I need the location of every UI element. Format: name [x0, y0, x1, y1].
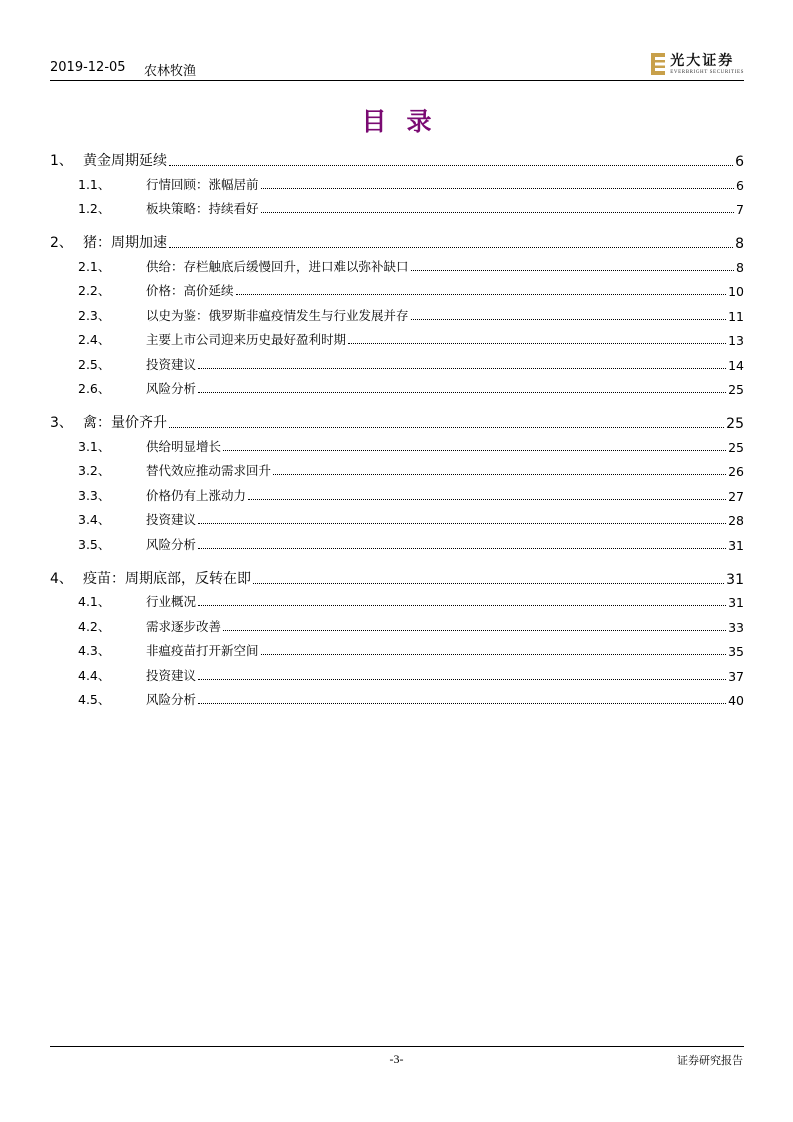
toc-entry-page: 31	[728, 537, 744, 553]
toc-dot-leader	[253, 583, 724, 584]
toc-entry-number: 2.5、	[78, 356, 111, 372]
toc-entry-label: 行业概况	[146, 594, 197, 609]
toc-entry-section[interactable]	[50, 690, 744, 708]
toc-entry-chapter[interactable]	[50, 150, 744, 170]
toc-entry-number: 1.2、	[78, 201, 111, 216]
toc-entry-label: 猪：周期加速	[83, 235, 167, 251]
toc-entry-label: 禽：量价齐升	[83, 415, 167, 431]
toc-entry-section[interactable]	[50, 199, 744, 217]
toc-dot-leader	[348, 343, 726, 344]
toc-entry-label: 非瘟疫苗打开新空间	[146, 643, 259, 658]
toc-entry-label: 以史为鉴：俄罗斯非瘟疫情发生与行业发展并存	[146, 307, 409, 323]
footer-divider	[50, 1046, 744, 1047]
toc-entry-section[interactable]	[50, 592, 744, 610]
toc-entry-number: 2、	[50, 235, 73, 251]
toc-entry-section[interactable]	[50, 486, 744, 504]
everbright-logo-icon	[651, 53, 665, 75]
toc-entry-section[interactable]	[50, 379, 744, 397]
toc-entry-section[interactable]	[50, 641, 744, 659]
report-sector: 农林牧渔	[144, 64, 197, 79]
toc-entry-number: 3.5、	[78, 536, 111, 552]
toc-dot-leader	[273, 474, 726, 475]
toc-entry-section[interactable]	[50, 437, 744, 455]
toc-entry-number: 2.2、	[78, 283, 111, 298]
toc-entry-label: 疫苗：周期底部，反转在即	[83, 570, 251, 587]
toc-entry-label: 投资建议	[146, 512, 197, 527]
toc-entry-label: 价格：高价延续	[146, 283, 234, 298]
toc-entry-label: 需求逐步改善	[146, 618, 222, 634]
toc-entry-page: 11	[728, 308, 744, 324]
toc-entry-section[interactable]	[50, 666, 744, 684]
toc-entry-number: 4.2、	[78, 618, 111, 634]
toc-entry-page: 25	[728, 439, 744, 455]
toc-entry-page: 26	[728, 464, 744, 479]
toc-dot-leader	[261, 212, 735, 213]
document-type: 证券研究报告	[677, 1054, 743, 1067]
toc-entry-label: 风险分析	[146, 381, 197, 396]
toc-dot-leader	[169, 247, 733, 248]
toc-entry-chapter[interactable]	[50, 412, 744, 432]
company-logo	[651, 52, 744, 76]
logo-text-en: EVERBRIGHT SECURITIES	[670, 69, 744, 75]
toc-entry-number: 4.1、	[78, 594, 111, 609]
toc-dot-leader	[261, 654, 727, 655]
toc-entry-number: 3.4、	[78, 512, 111, 527]
toc-entry-page: 13	[728, 333, 744, 348]
toc-entry-page: 40	[728, 693, 744, 708]
page-title: 目录	[361, 107, 452, 136]
toc-entry-number: 2.6、	[78, 381, 111, 396]
toc-entry-label: 价格仍有上涨动力	[146, 487, 247, 503]
toc-entry-page: 25	[726, 416, 744, 432]
report-date: 2019-12-05	[50, 60, 126, 75]
toc-entry-page: 6	[735, 154, 744, 170]
toc-entry-page: 27	[728, 488, 744, 504]
toc-entry-label: 黄金周期延续	[83, 153, 167, 169]
toc-entry-section[interactable]	[50, 355, 744, 373]
toc-entry-label: 行情回顾：涨幅居前	[146, 176, 259, 192]
toc-entry-number: 3.2、	[78, 463, 111, 478]
toc-entry-number: 1.1、	[78, 176, 111, 192]
toc-entry-label: 风险分析	[146, 536, 197, 552]
toc-entry-label: 替代效应推动需求回升	[146, 463, 272, 478]
toc-entry-number: 3.1、	[78, 438, 111, 454]
toc-entry-section[interactable]	[50, 510, 744, 528]
toc-dot-leader	[248, 499, 726, 500]
toc-dot-leader	[169, 165, 733, 166]
toc-entry-page: 7	[736, 202, 744, 217]
toc-entry-page: 8	[735, 236, 744, 252]
toc-entry-section[interactable]	[50, 257, 744, 275]
toc-dot-leader	[198, 703, 726, 704]
logo-text-cn: 光大证券	[670, 52, 735, 69]
toc-entry-number: 4、	[50, 570, 73, 587]
toc-entry-number: 3、	[50, 415, 73, 431]
toc-entry-label: 主要上市公司迎来历史最好盈利时期	[146, 332, 347, 347]
toc-dot-leader	[198, 679, 726, 680]
toc-entry-label: 投资建议	[146, 667, 197, 683]
toc-entry-section[interactable]	[50, 330, 744, 348]
toc-entry-section[interactable]	[50, 306, 744, 324]
page-header	[50, 52, 744, 78]
toc-entry-page: 28	[728, 513, 744, 528]
toc-entry-number: 2.3、	[78, 307, 111, 323]
toc-entry-number: 1、	[50, 153, 73, 169]
toc-entry-page: 14	[728, 357, 744, 373]
toc-entry-number: 2.1、	[78, 258, 111, 274]
toc-entry-page: 25	[728, 382, 744, 397]
toc-entry-section[interactable]	[50, 617, 744, 635]
toc-entry-page: 35	[728, 644, 744, 659]
toc-entry-page: 33	[728, 619, 744, 635]
toc-dot-leader	[169, 427, 724, 428]
toc-dot-leader	[198, 523, 726, 524]
toc-dot-leader	[223, 450, 726, 451]
toc-entry-number: 3.3、	[78, 487, 111, 503]
toc-entry-page: 6	[736, 177, 744, 193]
toc-entry-section[interactable]	[50, 175, 744, 193]
toc-entry-page: 31	[728, 595, 744, 610]
toc-dot-leader	[198, 392, 726, 393]
toc-entry-section[interactable]	[50, 535, 744, 553]
toc-entry-section[interactable]	[50, 281, 744, 299]
toc-dot-leader	[198, 368, 726, 369]
toc-entry-page: 37	[728, 668, 744, 684]
toc-dot-leader	[411, 319, 727, 320]
toc-entry-number: 4.5、	[78, 692, 111, 707]
toc-entry-page: 8	[736, 259, 744, 275]
toc-dot-leader	[198, 605, 726, 606]
toc-entry-label: 风险分析	[146, 692, 197, 707]
toc-dot-leader	[411, 270, 735, 271]
page-number: -3-	[389, 1052, 404, 1066]
toc-dot-leader	[198, 548, 726, 549]
toc-entry-number: 4.3、	[78, 643, 111, 658]
toc-entry-label: 供给：存栏触底后缓慢回升，进口难以弥补缺口	[146, 258, 409, 274]
toc-entry-label: 板块策略：持续看好	[146, 201, 259, 216]
toc-entry-label: 供给明显增长	[146, 438, 222, 454]
toc-dot-leader	[223, 630, 726, 631]
header-divider	[50, 80, 744, 81]
toc-dot-leader	[236, 294, 727, 295]
toc-entry-number: 4.4、	[78, 667, 111, 683]
toc-entry-page: 10	[728, 284, 744, 299]
toc-entry-chapter[interactable]	[50, 232, 744, 252]
toc-entry-page: 31	[726, 571, 744, 588]
toc-entry-chapter[interactable]	[50, 568, 744, 588]
toc-entry-label: 投资建议	[146, 356, 197, 372]
toc-entry-number: 2.4、	[78, 332, 111, 347]
toc-entry-section[interactable]	[50, 461, 744, 479]
toc-dot-leader	[261, 188, 735, 189]
